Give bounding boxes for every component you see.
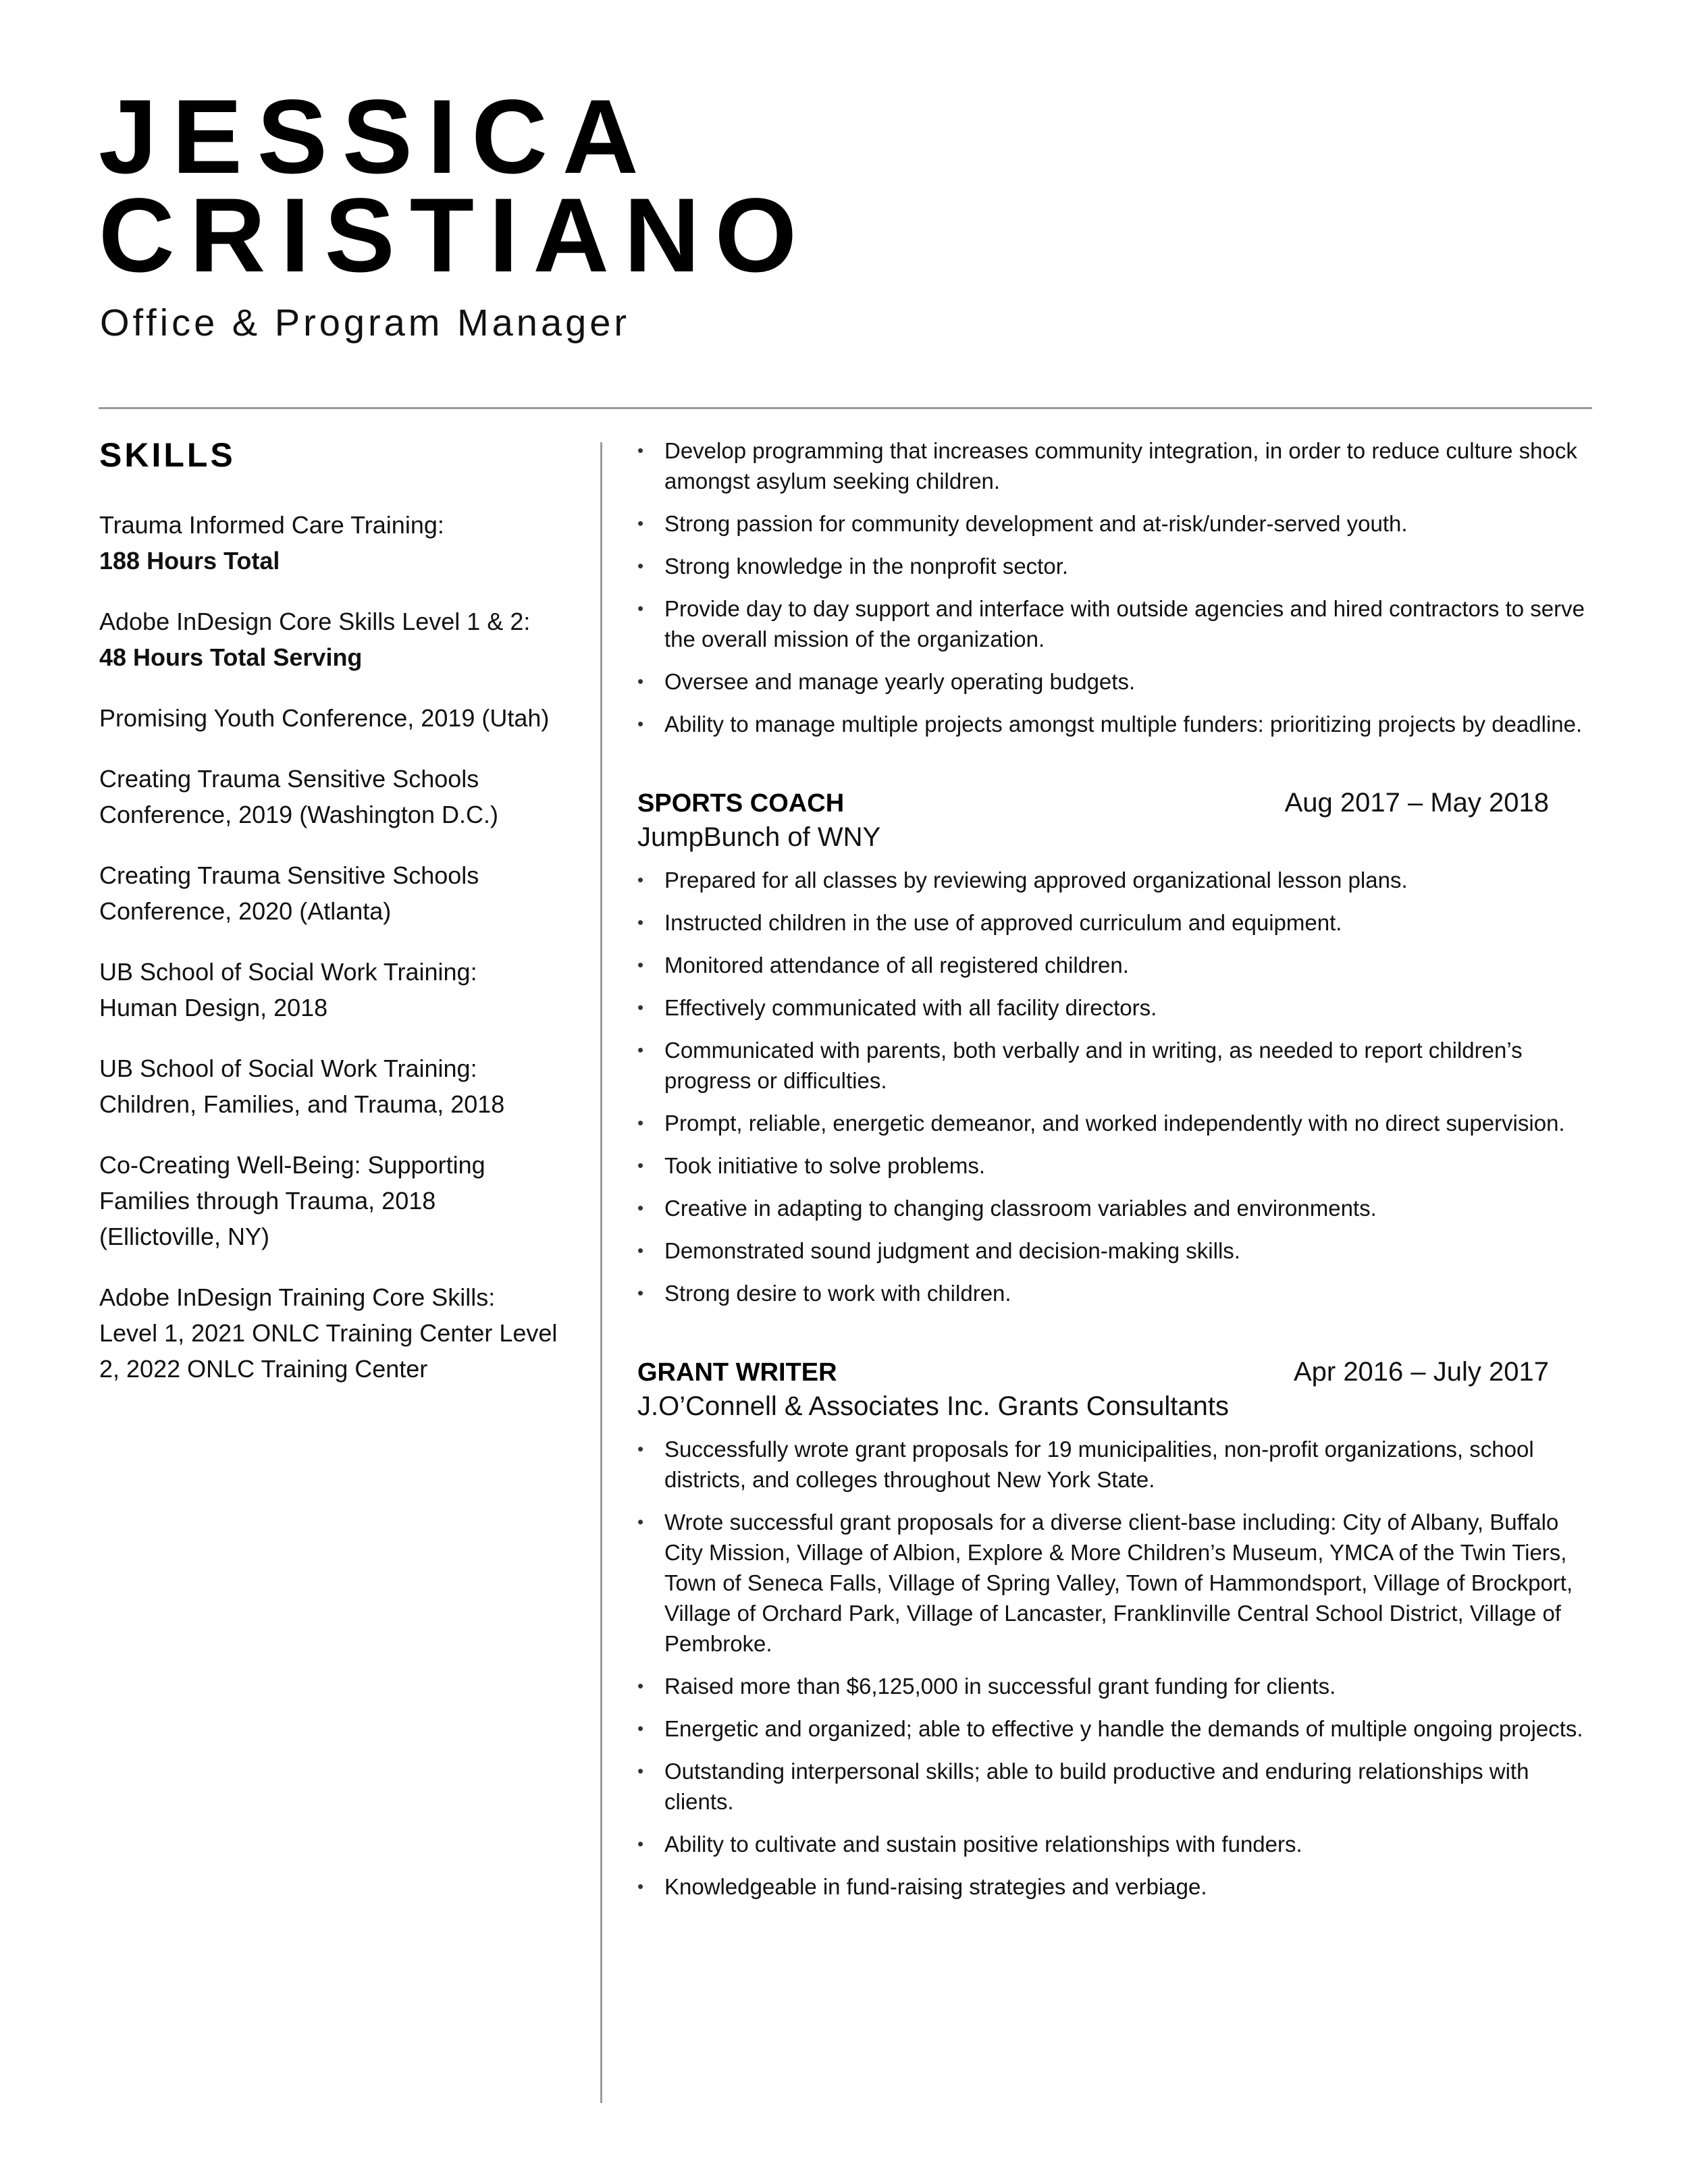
job-bullet: • Outstanding interpersonal skills; able to build productive and enduring relationships with clients. bbox=[637, 1756, 1596, 1817]
skills-column bbox=[99, 435, 558, 1412]
job-bullet: • Raised more than $6,125,000 in successful grant funding for clients. bbox=[637, 1671, 1596, 1701]
last-name: CRISTIANO bbox=[99, 177, 812, 294]
summary-bullet: • Oversee and manage yearly operating budgets. bbox=[637, 666, 1596, 697]
job-bullet: • Effectively communicated with all facility directors. bbox=[637, 992, 1596, 1023]
summary-bullet: • Ability to manage multiple projects amongst multiple funders: prioritizing projects by deadline. bbox=[637, 709, 1596, 739]
first-name: JESSICA bbox=[99, 78, 654, 196]
skill-item: Adobe InDesign Training Core Skills: Level 1, 2021 ONLC Training Center Level 2, 2022 ONLC Training Center bbox=[99, 1283, 558, 1383]
skill-item: UB School of Social Work Training: Human Design, 2018 bbox=[99, 958, 477, 1021]
job-bullet: • Took initiative to solve problems. bbox=[637, 1150, 1596, 1181]
skill-item: Creating Trauma Sensitive Schools Conference, 2019 (Washington D.C.) bbox=[99, 765, 498, 828]
candidate-name bbox=[99, 78, 812, 294]
job-title: SPORTS COACH bbox=[637, 789, 845, 818]
job-bullet: • Ability to cultivate and sustain positive relationships with funders. bbox=[637, 1829, 1596, 1859]
job-organization: J.O’Connell & Associates Inc. Grants Consultants bbox=[637, 1391, 1229, 1421]
job-bullet: • Successfully wrote grant proposals for 19 municipalities, non-profit organizations, school districts, and colleges throughout New York State. bbox=[637, 1434, 1596, 1495]
job-bullet: • Creative in adapting to changing classroom variables and environments. bbox=[637, 1193, 1596, 1223]
skill-item: Adobe InDesign Core Skills Level 1 & 2: 48 Hours Total Serving bbox=[99, 608, 531, 671]
experience-column bbox=[637, 435, 1596, 1914]
job-bullet: • Monitored attendance of all registered children. bbox=[637, 950, 1596, 980]
job-grant-writer bbox=[637, 1357, 1596, 1902]
job-bullet: • Wrote successful grant proposals for a diverse client-base including: City of Albany, Buffalo City Mission, Village of Albion, Explore & More Children’s Museum, YMCA of the Twin Tiers, Town of Seneca Falls, Village of Spring Valley, Town of Hammondsport, Village of Brockport, Village of Orchard Park, Village of Lancaster, Franklinville Central School District, Village of Pembroke. bbox=[637, 1507, 1596, 1659]
skill-item: Co-Creating Well-Being: Supporting Families through Trauma, 2018 (Ellictoville, NY) bbox=[99, 1151, 485, 1250]
job-bullet: • Energetic and organized; able to effective y handle the demands of multiple ongoing projects. bbox=[637, 1713, 1596, 1744]
job-bullet: • Demonstrated sound judgment and decision-making skills. bbox=[637, 1235, 1596, 1266]
skill-item: Promising Youth Conference, 2019 (Utah) bbox=[99, 704, 550, 732]
job-bullet: • Prompt, reliable, energetic demeanor, and worked independently with no direct supervision. bbox=[637, 1108, 1596, 1138]
job-bullet: • Instructed children in the use of approved curriculum and equipment. bbox=[637, 907, 1596, 938]
job-bullet-list bbox=[637, 865, 1596, 1308]
job-title-subtitle: Office & Program Manager bbox=[100, 301, 631, 344]
job-bullet: • Communicated with parents, both verbally and in writing, as needed to report children’s progress or difficulties. bbox=[637, 1035, 1596, 1096]
job-sports-coach bbox=[637, 788, 1596, 1308]
job-bullet: • Knowledgeable in fund-raising strategies and verbiage. bbox=[637, 1871, 1596, 1902]
job-header bbox=[637, 788, 1549, 818]
job-bullet: • Prepared for all classes by reviewing approved organizational lesson plans. bbox=[637, 865, 1596, 895]
skill-item: Creating Trauma Sensitive Schools Conference, 2020 (Atlanta) bbox=[99, 861, 479, 925]
summary-bullet: • Develop programming that increases community integration, in order to reduce culture shock amongst asylum seeking children. bbox=[637, 435, 1596, 496]
job-dates: Aug 2017 – May 2018 bbox=[1284, 788, 1549, 818]
skill-item: Trauma Informed Care Training: 188 Hours Total bbox=[99, 511, 444, 575]
skill-item: UB School of Social Work Training: Children, Families, and Trauma, 2018 bbox=[99, 1055, 505, 1118]
summary-bullet: • Strong passion for community development and at-risk/under-served youth. bbox=[637, 508, 1596, 539]
summary-bullet-list bbox=[637, 435, 1596, 739]
skills-heading: SKILLS bbox=[99, 436, 236, 474]
header-divider bbox=[99, 407, 1592, 409]
job-organization: JumpBunch of WNY bbox=[637, 822, 881, 852]
job-bullet: • Strong desire to work with children. bbox=[637, 1278, 1596, 1308]
job-title: GRANT WRITER bbox=[637, 1358, 837, 1387]
job-dates: Apr 2016 – July 2017 bbox=[1293, 1357, 1549, 1387]
column-divider bbox=[600, 442, 602, 2103]
job-header bbox=[637, 1357, 1549, 1387]
job-bullet-list bbox=[637, 1434, 1596, 1902]
summary-bullet: • Strong knowledge in the nonprofit sector. bbox=[637, 551, 1596, 581]
summary-bullet: • Provide day to day support and interface with outside agencies and hired contractors to serve the overall mission of the organization. bbox=[637, 593, 1596, 654]
